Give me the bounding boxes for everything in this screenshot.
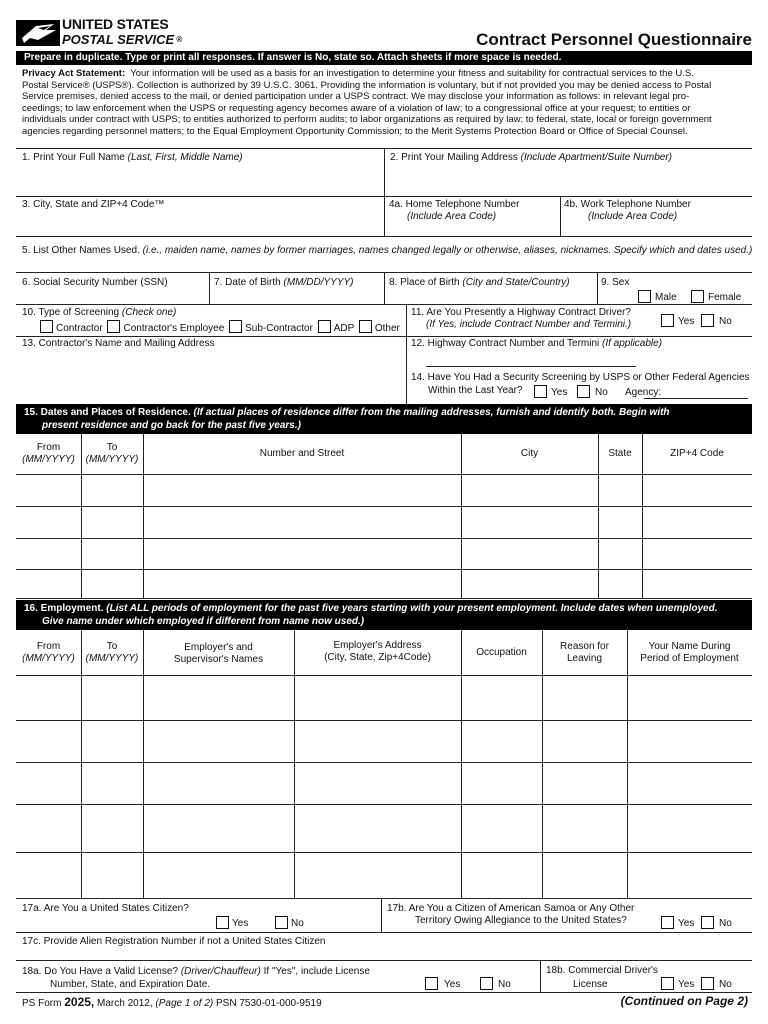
field-18b-label: 18b. Commercial Driver's	[546, 965, 658, 976]
employment-col-address: Employer's Address (City, State, Zip+4Code)	[324, 640, 431, 663]
field-17c-label: 17c. Provide Alien Registration Number if not a United States Citizen	[22, 936, 326, 947]
samoa-no-label: No	[719, 918, 732, 929]
agency-label: Agency:	[625, 387, 662, 398]
alien-registration-input[interactable]	[340, 936, 746, 956]
screening-yes-label: Yes	[551, 387, 568, 398]
field-4a-label: 4a. Home Telephone Number	[389, 199, 520, 210]
residence-col-to: To (MM/YYYY)	[85, 442, 139, 465]
residence-col-street: Number and Street	[259, 448, 345, 459]
employment-section-header: 16. Employment. (List ALL periods of employment for the past five years starting with your present employment. Include dates when unemployed. Give name under which employed if different from name now used.)	[16, 600, 752, 630]
field-14-label: 14. Have You Had a Security Screening by USPS or Other Federal Agencies	[411, 372, 750, 383]
field-3-label: 3. City, State and ZIP+4 Code™	[22, 199, 165, 210]
field-11-label: 11. Are You Presently a Highway Contract Driver?	[411, 307, 631, 318]
contractor-employee-checkbox[interactable]	[107, 320, 120, 333]
privacy-line: Your information will be used as a basis for an investigation to determine your fitness and suitability for contractual services to the U.S.	[130, 68, 694, 79]
field-2-label: 2. Print Your Mailing Address (Include Apartment/Suite Number)	[390, 152, 673, 163]
citizen-no-label: No	[291, 918, 304, 929]
ssn-input[interactable]	[22, 290, 204, 302]
field-17b-label: 17b. Are You a Citizen of American Samoa or Any Other	[387, 903, 635, 914]
citizen-yes-label: Yes	[232, 918, 249, 929]
full-name-input[interactable]	[22, 168, 378, 192]
employment-col-employer: Employer's and Supervisor's Names	[173, 642, 264, 665]
city-state-zip-input[interactable]	[22, 213, 378, 233]
contractor-address-input[interactable]	[22, 352, 402, 400]
field-17a-label: 17a. Are You a United States Citizen?	[22, 903, 189, 914]
field-4b-sublabel: (Include Area Code)	[588, 211, 678, 222]
screening-no-label: No	[595, 387, 608, 398]
table-row[interactable]	[16, 539, 752, 569]
form-footer: PS Form 2025, March 2012, (Page 1 of 2) PSN 7530-01-000-9519	[22, 995, 322, 1009]
cdl-yes-checkbox[interactable]	[661, 977, 674, 990]
table-row[interactable]	[16, 507, 752, 538]
adp-option-label: ADP	[333, 323, 355, 334]
privacy-heading: Privacy Act Statement:	[22, 68, 126, 79]
privacy-line: Service premises, denied access to the mail, or denied participation under a USPS contract. We may disclose your information as follows: in relevant legal pro-	[22, 91, 690, 102]
contractor-employee-option-label: Contractor's Employee	[123, 323, 225, 334]
female-checkbox[interactable]	[691, 290, 704, 303]
field-14-label-line2: Within the Last Year?	[428, 385, 523, 396]
residence-col-state: State	[608, 448, 632, 459]
field-10-label: 10. Type of Screening (Check one)	[22, 307, 177, 318]
field-12-label: 12. Highway Contract Number and Termini (If applicable)	[411, 338, 663, 349]
place-of-birth-input[interactable]	[389, 290, 592, 302]
privacy-line: ceedings; to law enforcement when the USPS or requesting agency becomes aware of a violation of law; to a congressional office at your request; to entities or	[22, 102, 691, 114]
screening-type-options	[40, 320, 400, 335]
eagle-icon	[16, 16, 60, 50]
field-8-label: 8. Place of Birth (City and State/Country)	[389, 277, 570, 288]
field-5-label: 5. List Other Names Used. (i.e., maiden name, names by former marriages, names changed legally or otherwise, aliases, nicknames. Specify which and dates used.)	[22, 245, 753, 256]
table-row[interactable]	[16, 676, 752, 720]
citizen-no-checkbox[interactable]	[275, 916, 288, 929]
table-row[interactable]	[16, 475, 752, 506]
field-9-label: 9. Sex	[601, 277, 630, 288]
sub-contractor-checkbox[interactable]	[229, 320, 242, 333]
contractor-checkbox[interactable]	[40, 320, 53, 333]
employment-col-name-during: Your Name During Period of Employment	[640, 641, 739, 664]
field-7-label: 7. Date of Birth (MM/DD/YYYY)	[214, 277, 354, 288]
highway-contract-input[interactable]	[426, 352, 636, 365]
samoa-yes-checkbox[interactable]	[661, 916, 674, 929]
employment-col-to: To (MM/YYYY)	[85, 641, 139, 664]
table-row[interactable]	[16, 570, 752, 598]
highway-driver-no-checkbox[interactable]	[701, 314, 714, 327]
cdl-no-label: No	[719, 979, 732, 990]
agency-input[interactable]	[645, 385, 748, 397]
field-18a-label-line2: Number, State, and Expiration Date.	[50, 979, 211, 990]
highway-driver-yes-label: Yes	[678, 316, 695, 327]
cdl-no-checkbox[interactable]	[701, 977, 714, 990]
contractor-option-label: Contractor	[56, 323, 103, 334]
female-label: Female	[708, 292, 742, 303]
cdl-yes-label: Yes	[678, 979, 695, 990]
license-no-checkbox[interactable]	[480, 977, 493, 990]
employment-col-reason: Reason for Leaving	[560, 641, 609, 664]
field-4a-sublabel: (Include Area Code)	[407, 211, 497, 222]
privacy-line: agencies regarding personnel matters; to the Equal Employment Opportunity Commission; to the Merit Systems Protection Board or Office of Special Counsel.	[22, 125, 688, 137]
sub-contractor-option-label: Sub-Contractor	[245, 323, 313, 334]
field-18a-label: 18a. Do You Have a Valid License? (Driver/Chauffeur) If "Yes", include License	[22, 966, 370, 977]
privacy-statement	[22, 68, 752, 137]
home-phone-input[interactable]	[390, 223, 555, 235]
privacy-line: individuals under contract with USPS; to entities authorized to perform audits; to labor organizations as required by law; to federal, state, local or foreign government	[22, 114, 712, 125]
field-18b-label-line2: License	[573, 979, 608, 990]
residence-col-city: City	[520, 448, 539, 459]
field-17b-label-line2: Territory Owing Allegiance to the United States?	[415, 915, 627, 926]
residence-col-zip: ZIP+4 Code	[670, 448, 724, 459]
usps-logo	[16, 16, 186, 50]
table-row[interactable]	[16, 763, 752, 804]
male-label: Male	[655, 292, 677, 303]
table-row[interactable]	[16, 721, 752, 762]
license-yes-label: Yes	[444, 979, 461, 990]
field-13-label: 13. Contractor's Name and Mailing Address	[22, 338, 215, 349]
license-no-label: No	[498, 979, 511, 990]
samoa-yes-label: Yes	[678, 918, 695, 929]
table-row[interactable]	[16, 853, 752, 898]
screening-no-checkbox[interactable]	[577, 385, 590, 398]
residence-section-header: 15. Dates and Places of Residence. (If actual places of residence differ from the mailing addresses, furnish and identify both. Begin with present residence and go back for the past five years.)	[16, 404, 752, 434]
samoa-no-checkbox[interactable]	[701, 916, 714, 929]
other-checkbox[interactable]	[359, 320, 372, 333]
continued-note: (Continued on Page 2)	[620, 994, 748, 1008]
license-yes-checkbox[interactable]	[425, 977, 438, 990]
mailing-address-input[interactable]	[390, 168, 746, 192]
org-name-line2: POSTAL SERVICE ®	[62, 32, 183, 47]
other-option-label: Other	[374, 323, 400, 334]
other-names-input[interactable]	[22, 258, 746, 270]
citizen-yes-checkbox[interactable]	[216, 916, 229, 929]
employment-col-occupation: Occupation	[476, 647, 527, 658]
privacy-line: Postal Service® (USPS®). Collection is authorized by 39 U.S.C. 3061. Providing the information is voluntary, but if not provided you may be denied access to Postal	[22, 79, 712, 91]
form-title: Contract Personnel Questionnaire	[476, 30, 752, 49]
adp-checkbox[interactable]	[318, 320, 331, 333]
table-row[interactable]	[16, 805, 752, 852]
work-phone-input[interactable]	[566, 223, 746, 235]
field-6-label: 6. Social Security Number (SSN)	[22, 277, 168, 288]
residence-col-from: From (MM/YYYY)	[22, 442, 75, 465]
field-4b-label: 4b. Work Telephone Number	[564, 199, 691, 210]
dob-input[interactable]	[214, 290, 379, 302]
employment-col-from: From (MM/YYYY)	[22, 641, 75, 664]
highway-driver-yes-checkbox[interactable]	[661, 314, 674, 327]
male-checkbox[interactable]	[638, 290, 651, 303]
field-1-label: 1. Print Your Full Name (Last, First, Middle Name)	[22, 152, 243, 163]
field-11-sublabel: (If Yes, include Contract Number and Termini.)	[426, 319, 632, 330]
instruction-bar: Prepare in duplicate. Type or print all responses. If answer is No, state so. Attach sheets if more space is needed.	[16, 51, 752, 65]
highway-driver-no-label: No	[719, 316, 732, 327]
screening-yes-checkbox[interactable]	[534, 385, 547, 398]
org-name-line1: UNITED STATES	[62, 16, 169, 32]
